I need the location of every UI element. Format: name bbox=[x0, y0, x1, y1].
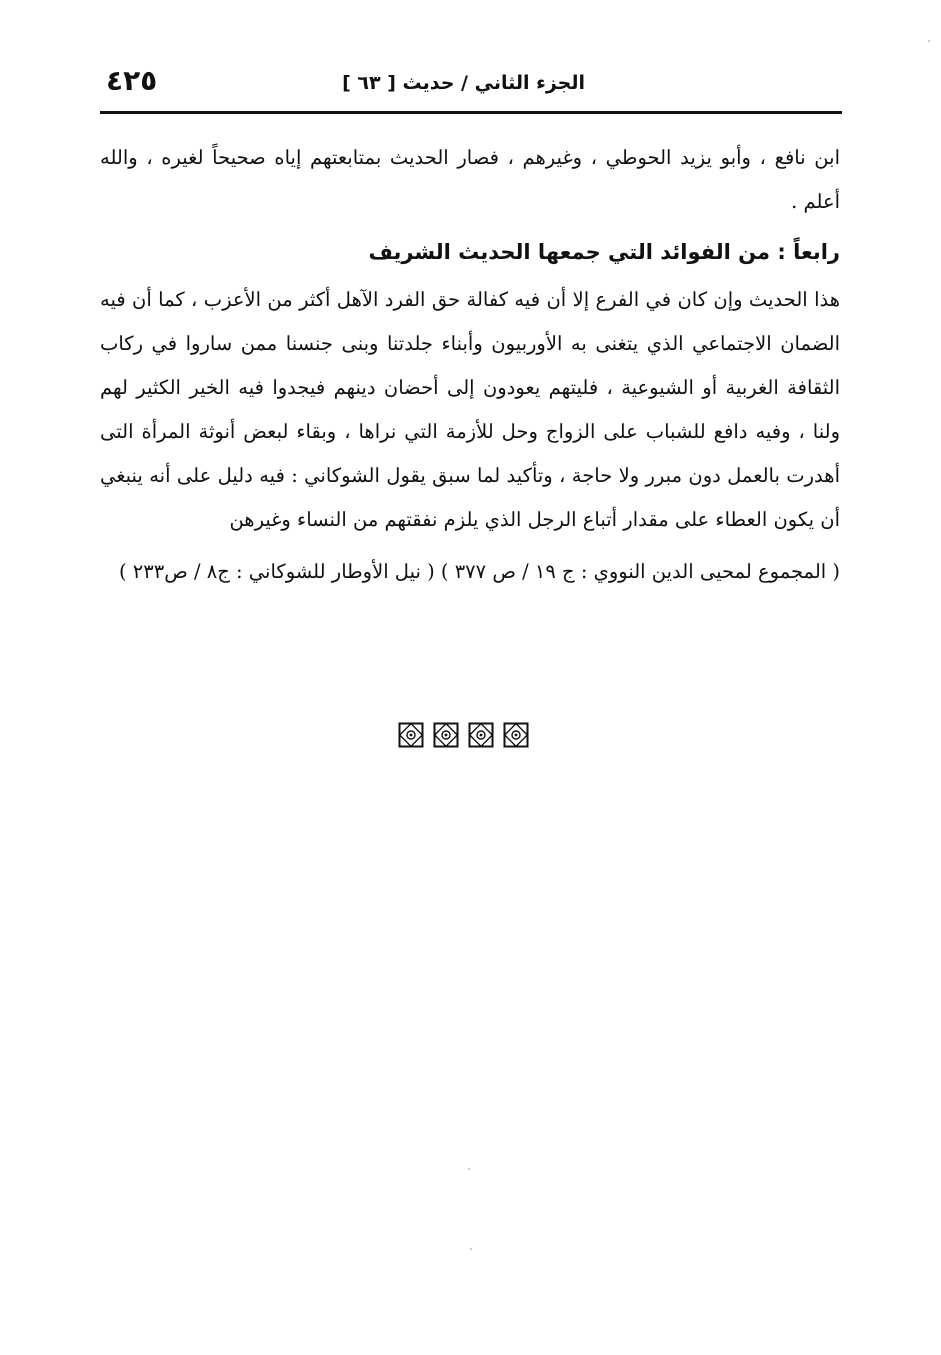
running-head: الجزء الثاني / حديث [ ٦٣ ] bbox=[342, 72, 585, 94]
footnote: ( المجموع لمحيى الدين النووي : ج ١٩ / ص ٣٧٧ ) ( نيل الأوطار للشوكاني : ج٨ / ص٢٣٣ ) bbox=[118, 560, 840, 583]
scan-speck bbox=[928, 40, 930, 42]
page-number: ٤٢٥ bbox=[106, 64, 158, 97]
scan-speck bbox=[468, 1168, 470, 1170]
page-header bbox=[100, 62, 840, 110]
section-end-ornaments bbox=[398, 722, 543, 752]
square-knot-ornament-icon bbox=[503, 722, 529, 748]
main-paragraph: هذا الحديث وإن كان في الفرع إلا أن فيه كفالة حق الفرد الآهل أكثر من الأعزب ، كما أن فيه الضمان الاجتماعي الذي يتغنى به الأوربيون وأبناء جلدتنا وبنى جنسنا ممن ساروا في ركاب الثقافة الغربية أو الشيوعية ، فليتهم يعودون إلى أحضان دينهم فيجدوا فيه الخير الكثير لهم ولنا ، وفيه دافع للشباب على الزواج وحل للأزمة التي نراها ، وبقاء لبعض أنوثة المرأة التى أهدرت بالعمل دون مبرر ولا حاجة ، وتأكيد لما سبق يقول الشوكاني : فيه دليل على أنه ينبغي أن يكون العطاء على مقدار أتباع الرجل الذي يلزم نفقتهم من النساء وغيرهن bbox=[100, 288, 840, 531]
square-knot-ornament-icon bbox=[468, 722, 494, 748]
square-knot-ornament-icon bbox=[433, 722, 459, 748]
header-rule bbox=[100, 111, 842, 114]
section-heading: رابعاً : من الفوائد التي جمعها الحديث الشريف bbox=[368, 240, 840, 264]
square-knot-ornament-icon bbox=[398, 722, 424, 748]
scan-speck bbox=[470, 1248, 472, 1250]
intro-paragraph: ابن نافع ، وأبو يزيد الحوطي ، وغيرهم ، فصار الحديث بمتابعتهم إياه صحيحاً لغيره ، والله أعلم . bbox=[100, 146, 840, 213]
body-text bbox=[100, 136, 840, 592]
